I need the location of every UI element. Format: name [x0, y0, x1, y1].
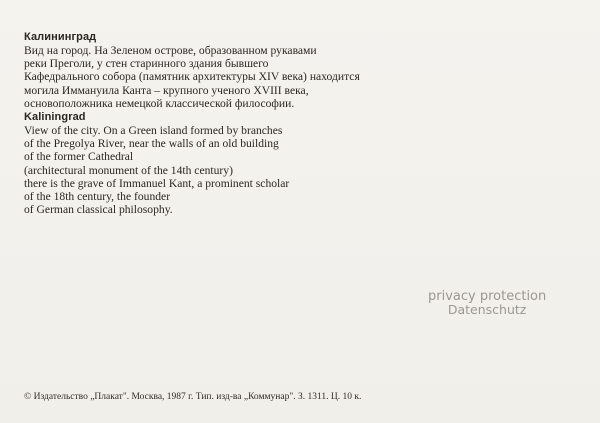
russian-line: основоположника немецкой классической философии.: [24, 96, 295, 110]
russian-text: [24, 44, 360, 110]
english-caption: [24, 111, 289, 216]
english-line: View of the city. On a Green island formed by branches: [24, 124, 283, 137]
russian-line: Кафедрального собора (памятник архитектуры XIV века) находится: [24, 70, 360, 84]
privacy-watermark: [428, 290, 546, 316]
english-title: Kaliningrad: [24, 111, 86, 123]
english-line: of the Pregolya River, near the walls of an old building: [24, 137, 279, 151]
russian-line: реки Преголи, у стен старинного здания бывшего: [24, 57, 269, 71]
english-line: of the 18th century, the founder: [24, 190, 171, 204]
russian-caption: [24, 31, 360, 110]
english-line: of the former Cathedral: [24, 150, 134, 164]
russian-title: Калининград: [24, 31, 97, 43]
english-line: there is the grave of Immanuel Kant, a prominent scholar: [24, 176, 290, 190]
watermark-line-1: privacy protection: [428, 289, 547, 304]
watermark-line-2: Datenschutz: [447, 302, 527, 317]
publisher-imprint: © Издательство „Плакат". Москва, 1987 г. Тип. изд-ва „Коммунар". З. 1311. Ц. 10 к.: [24, 392, 362, 402]
english-line: (architectural monument of the 14th century): [24, 163, 233, 177]
english-text: [24, 124, 289, 216]
russian-line: Вид на город. На Зеленом острове, образованном рукавами: [24, 44, 317, 57]
english-line: of German classical philosophy.: [24, 203, 173, 217]
russian-line: могила Иммануила Канта – крупного ученого XVIII века,: [24, 83, 309, 97]
